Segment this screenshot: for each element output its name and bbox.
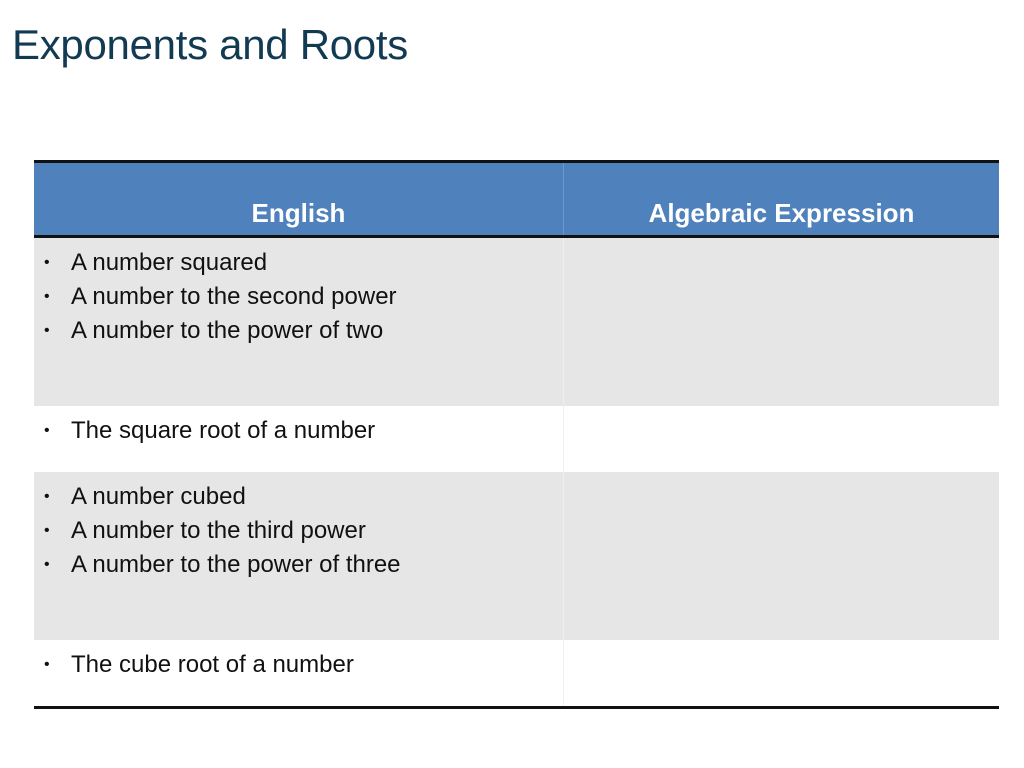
- phrase-text: A number to the third power: [71, 517, 366, 544]
- bullet-icon: •: [44, 556, 50, 573]
- english-cell: [34, 406, 564, 472]
- expression-cell: [564, 640, 1000, 708]
- list-item: [44, 548, 563, 582]
- bullet-icon: •: [44, 522, 50, 539]
- list-item: [44, 314, 563, 348]
- expression-cell: [564, 472, 1000, 640]
- bullet-icon: •: [44, 488, 50, 505]
- phrase-list: [34, 480, 563, 582]
- header-english: English: [34, 162, 564, 237]
- english-cell: [34, 640, 564, 708]
- phrase-text: The square root of a number: [71, 417, 376, 444]
- english-cell: [34, 237, 564, 407]
- phrase-text: A number to the power of three: [71, 551, 401, 578]
- bullet-icon: •: [44, 322, 50, 339]
- table-row: [34, 406, 999, 472]
- expression-cell: [564, 237, 1000, 407]
- list-item: [44, 246, 563, 280]
- phrase-text: A number to the second power: [71, 283, 397, 310]
- list-item: [44, 648, 563, 682]
- phrase-list: [34, 414, 563, 448]
- table-row: [34, 237, 999, 407]
- expressions-table: [34, 160, 999, 709]
- english-cell: [34, 472, 564, 640]
- bullet-icon: •: [44, 422, 50, 439]
- table-row: [34, 472, 999, 640]
- bullet-icon: •: [44, 254, 50, 271]
- list-item: [44, 480, 563, 514]
- table-row: [34, 640, 999, 708]
- header-algebraic-expression: Algebraic Expression: [564, 162, 1000, 237]
- phrase-text: A number squared: [71, 249, 268, 276]
- list-item: [44, 514, 563, 548]
- bullet-icon: •: [44, 656, 50, 673]
- phrase-text: A number to the power of two: [71, 317, 384, 344]
- phrase-text: The cube root of a number: [71, 651, 354, 678]
- list-item: [44, 280, 563, 314]
- bullet-icon: •: [44, 288, 50, 305]
- phrase-list: [34, 246, 563, 348]
- expression-cell: [564, 406, 1000, 472]
- table-header-row: [34, 162, 999, 237]
- slide-title: Exponents and Roots: [12, 21, 408, 68]
- list-item: [44, 414, 563, 448]
- phrase-text: A number cubed: [71, 483, 246, 510]
- phrase-list: [34, 648, 563, 682]
